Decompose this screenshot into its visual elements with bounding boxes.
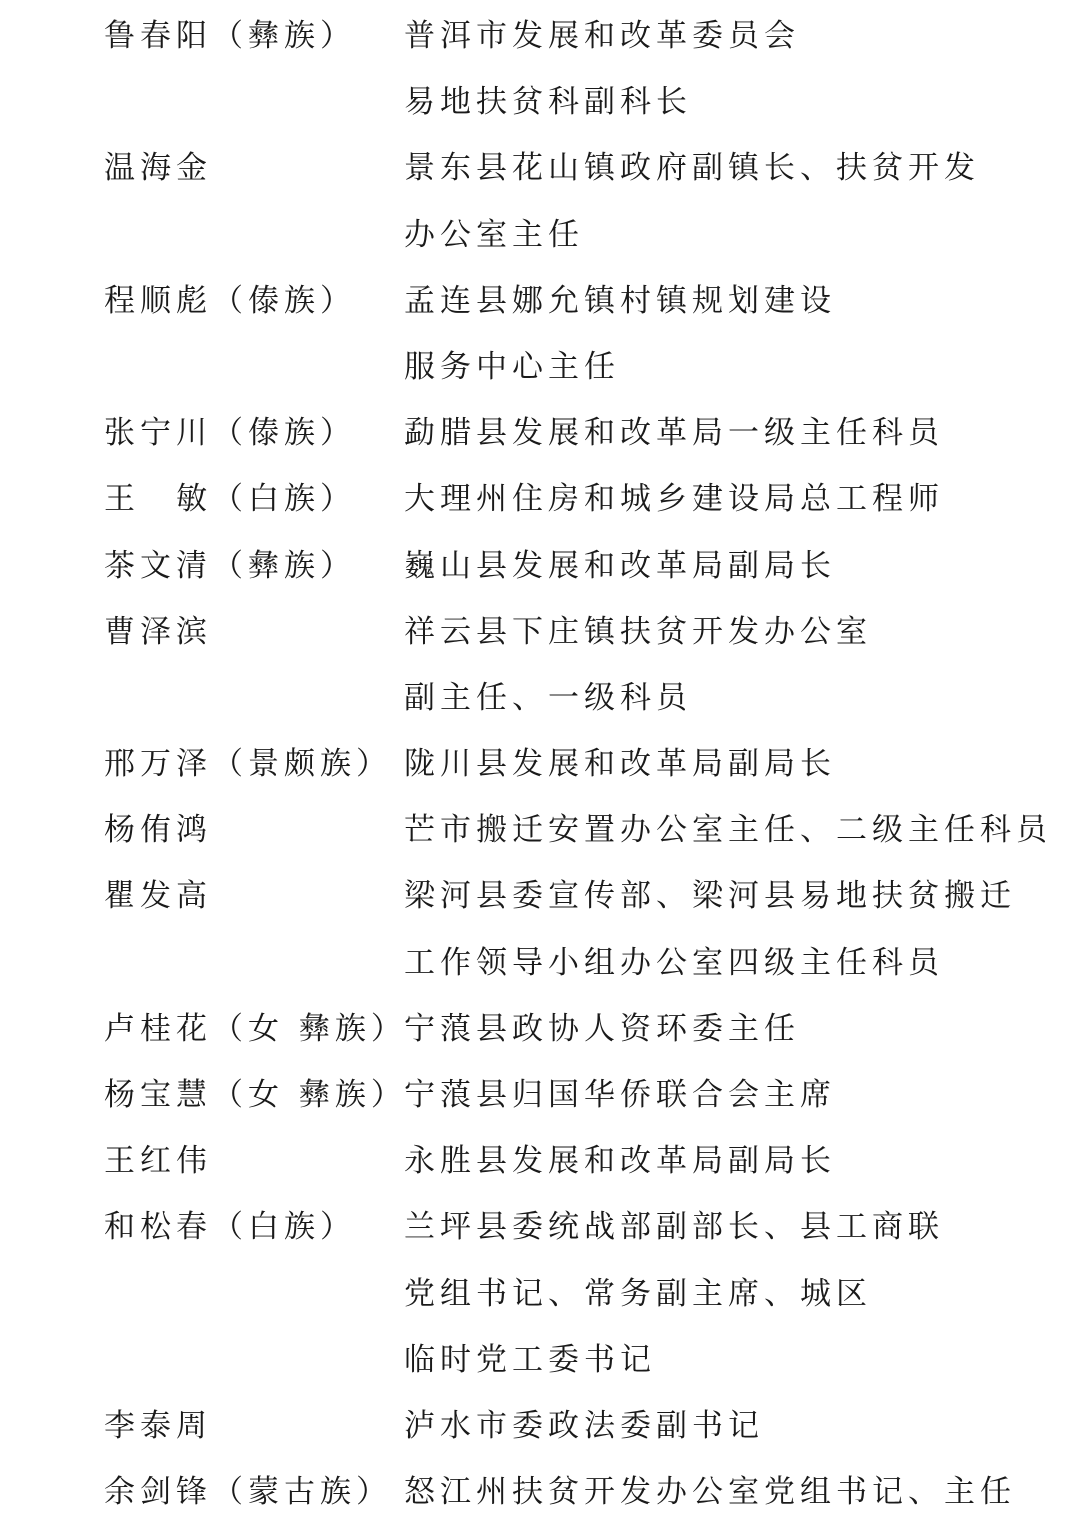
person-name: 温海金	[104, 150, 212, 187]
position-description	[404, 1194, 1064, 1393]
position-line: 怒江州扶贫开发办公室党组书记、主任	[404, 1474, 1016, 1511]
position-description	[404, 533, 1064, 599]
list-item	[104, 3, 1064, 135]
position-description	[404, 1128, 1064, 1194]
position-description	[404, 1062, 1064, 1128]
list-item	[104, 599, 1064, 731]
position-description	[404, 797, 1064, 863]
person-name: 余剑锋（蒙古族）	[104, 1474, 392, 1511]
position-description	[404, 400, 1064, 466]
position-description	[404, 1393, 1064, 1459]
position-description	[404, 599, 1064, 731]
position-line: 芒市搬迁安置办公室主任、二级主任科员	[404, 812, 1052, 849]
position-line: 宁蒗县归国华侨联合会主席	[404, 1077, 836, 1113]
list-item	[104, 1393, 1064, 1459]
position-line: 梁河县委宣传部、梁河县易地扶贫搬迁	[404, 878, 1016, 915]
list-item	[104, 533, 1064, 599]
position-line: 巍山县发展和改革局副局长	[404, 547, 836, 584]
position-description	[404, 135, 1064, 267]
person-name: 和松春（白族）	[104, 1209, 356, 1246]
position-line: 工作领导小组办公室四级主任科员	[404, 944, 944, 981]
list-item	[104, 731, 1064, 797]
position-line: 孟连县娜允镇村镇规划建设	[404, 282, 836, 319]
position-line: 办公室主任	[404, 216, 584, 253]
position-description	[404, 996, 1064, 1062]
position-description	[404, 3, 1064, 135]
position-line: 勐腊县发展和改革局一级主任科员	[404, 415, 944, 452]
list-item	[104, 996, 1064, 1062]
person-name: 邢万泽（景颇族）	[104, 746, 392, 783]
position-line: 祥云县下庄镇扶贫开发办公室	[404, 613, 872, 650]
position-line: 泸水市委政法委副书记	[404, 1407, 764, 1444]
list-item	[104, 466, 1064, 532]
person-name: 鲁春阳（彝族）	[104, 18, 356, 54]
position-line: 大理州住房和城乡建设局总工程师	[404, 481, 944, 518]
position-line: 宁蒗县政协人资环委主任	[404, 1010, 800, 1047]
person-name: 茶文清（彝族）	[104, 547, 356, 584]
position-description	[404, 731, 1064, 797]
person-name: 王红伟	[104, 1143, 212, 1180]
list-item	[104, 797, 1064, 863]
person-name: 李泰周	[104, 1407, 212, 1444]
position-description	[404, 863, 1064, 995]
position-line: 副主任、一级科员	[404, 679, 692, 716]
person-name: 程顺彪（傣族）	[104, 282, 356, 319]
position-line: 兰坪县委统战部副部长、县工商联	[404, 1209, 944, 1246]
list-item	[104, 1128, 1064, 1194]
position-line: 普洱市发展和改革委员会	[404, 18, 800, 54]
person-name: 瞿发高	[104, 878, 212, 915]
list-item	[104, 268, 1064, 400]
person-name: 张宁川（傣族）	[104, 415, 356, 452]
position-line: 陇川县发展和改革局副局长	[404, 746, 836, 783]
list-item	[104, 1459, 1064, 1525]
position-line: 服务中心主任	[404, 348, 620, 385]
person-name: 杨宝慧（女 彝族）	[104, 1077, 407, 1113]
list-item	[104, 1194, 1064, 1393]
list-item	[104, 863, 1064, 995]
position-line: 临时党工委书记	[404, 1341, 656, 1378]
position-description	[404, 1459, 1064, 1525]
position-description	[404, 268, 1064, 400]
position-line: 党组书记、常务副主席、城区	[404, 1275, 872, 1312]
list-item	[104, 400, 1064, 466]
list-item	[104, 1062, 1064, 1128]
person-name: 曹泽滨	[104, 613, 212, 650]
person-name: 卢桂花（女 彝族）	[104, 1010, 407, 1047]
person-name: 王 敏（白族）	[104, 481, 356, 518]
position-description	[404, 466, 1064, 532]
list-item	[104, 135, 1064, 267]
position-line: 易地扶贫科副科长	[404, 84, 692, 121]
position-line: 景东县花山镇政府副镇长、扶贫开发	[404, 150, 980, 187]
honoree-list	[104, 3, 1064, 1525]
person-name: 杨侑鸿	[104, 812, 212, 849]
position-line: 永胜县发展和改革局副局长	[404, 1143, 836, 1180]
